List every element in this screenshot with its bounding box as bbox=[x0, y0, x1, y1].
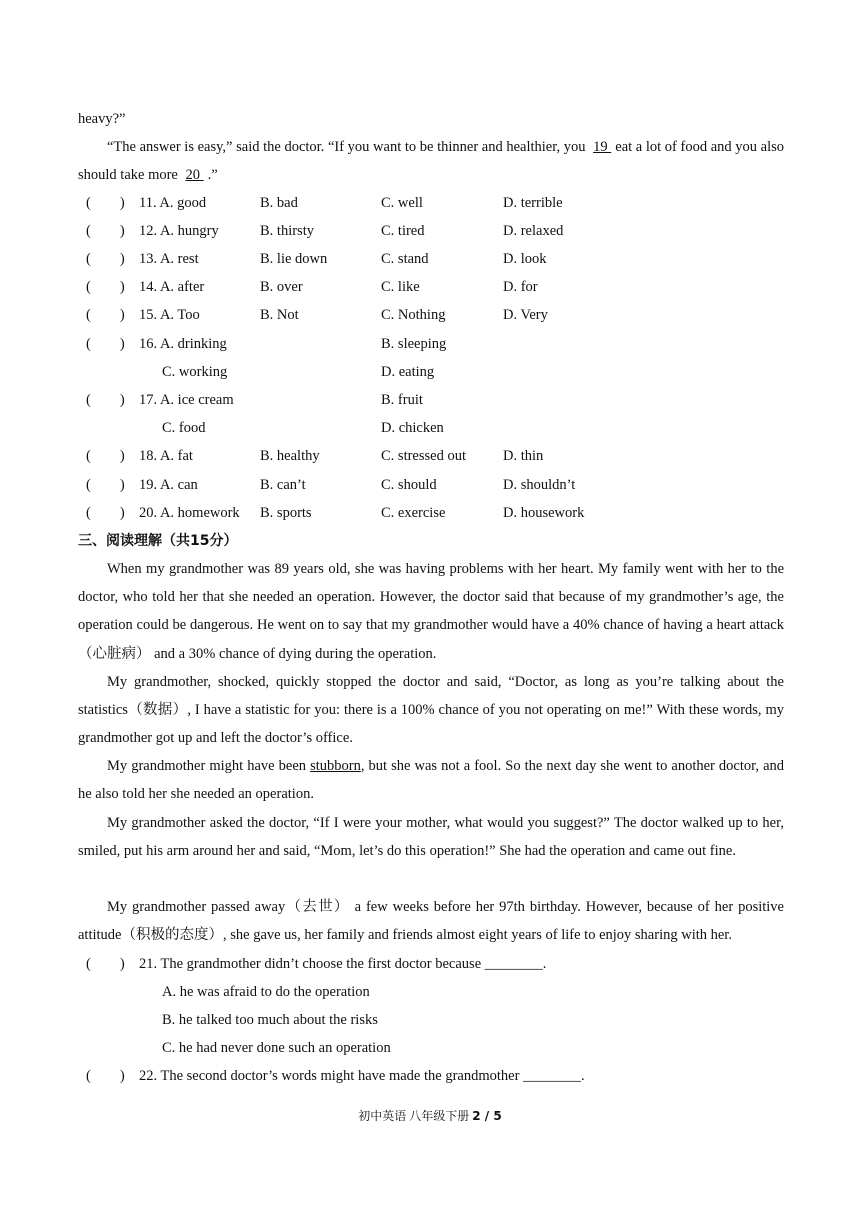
option-d: D. look bbox=[503, 251, 547, 267]
reading-paragraph-1: When my grandmother was 89 years old, she was having problems with her heart. My family went with her to the doctor, who told her that she needed an operation. However, the doctor said that because of my grandmother’s age, the operation could be dangerous. He went on to say that my grandmother would have a 40% chance of having a heart attack（心脏病） and a 30% chance of dying during the operation. bbox=[78, 561, 784, 662]
blank-20: 20 bbox=[185, 167, 204, 184]
blank-19: 19 bbox=[593, 139, 612, 155]
option-c: C. stand bbox=[381, 251, 429, 267]
question-number: 15. A. Too bbox=[139, 307, 200, 323]
answer-bracket[interactable]: ( ) bbox=[86, 1068, 125, 1084]
answer-bracket[interactable]: ( ) bbox=[86, 279, 125, 295]
option-b: B. can’t bbox=[260, 477, 306, 493]
question-13 bbox=[78, 249, 798, 269]
question-number: 16. A. drinking bbox=[139, 336, 227, 352]
answer-bracket[interactable]: ( ) bbox=[86, 505, 125, 521]
answer-bracket[interactable]: ( ) bbox=[86, 477, 125, 493]
question-21-option-b: B. he talked too much about the risks bbox=[162, 1012, 378, 1028]
option-d: D. Very bbox=[503, 307, 548, 323]
option-b: B. thirsty bbox=[260, 223, 314, 239]
option-d: D. housework bbox=[503, 505, 585, 521]
question-21-option-a: A. he was afraid to do the operation bbox=[162, 984, 370, 1000]
answer-bracket[interactable]: ( ) bbox=[86, 307, 125, 323]
page-footer: 初中英语 八年级下册 2 / 5 bbox=[358, 1109, 502, 1123]
question-15 bbox=[78, 305, 798, 325]
option-b: B. healthy bbox=[260, 448, 320, 464]
question-18 bbox=[78, 446, 798, 466]
question-number: 17. A. ice cream bbox=[139, 392, 234, 408]
question-17-cont bbox=[78, 418, 798, 438]
option-d: D. chicken bbox=[381, 420, 444, 436]
option-b: B. sports bbox=[260, 505, 312, 521]
option-c: C. tired bbox=[381, 223, 425, 239]
option-c: C. working bbox=[162, 364, 228, 380]
page-number: 2 / 5 bbox=[472, 1109, 502, 1123]
reading-paragraph-3: My grandmother might have been stubborn, but she was not a fool. So the next day she went to another doctor, and he also told her she needed an operation. bbox=[78, 758, 785, 803]
option-b: B. bad bbox=[260, 195, 298, 211]
answer-bracket[interactable]: ( ) bbox=[86, 448, 125, 464]
option-c: C. well bbox=[381, 195, 423, 211]
answer-bracket[interactable]: ( ) bbox=[86, 251, 125, 267]
option-c: C. should bbox=[381, 477, 437, 493]
question-number: 18. A. fat bbox=[139, 448, 193, 464]
question-17 bbox=[78, 390, 798, 410]
option-b: B. fruit bbox=[381, 392, 423, 408]
option-c: C. food bbox=[162, 420, 206, 436]
question-number: 11. A. good bbox=[139, 195, 207, 211]
reading-paragraph-5: My grandmother passed away（去世） a few weeks before her 97th birthday. However, because of her positive attitude（积极的态度）, she gave us, her family and friends almost eight years of life to enjoy sharing with her. bbox=[78, 899, 784, 944]
section-title: 三、阅读理解（共15分） bbox=[78, 533, 238, 549]
question-number: 12. A. hungry bbox=[139, 223, 219, 239]
reading-paragraph-2: My grandmother, shocked, quickly stopped the doctor and said, “Doctor, as long as you’re talking about the statistics（数据）, I have a statistic for you: there is a 100% chance of you not operating on me!” With these words, my grandmother got up and left the doctor’s office. bbox=[78, 674, 784, 747]
answer-bracket[interactable]: ( ) bbox=[86, 195, 125, 211]
question-22 bbox=[78, 1066, 798, 1086]
question-16-cont bbox=[78, 362, 798, 382]
question-21 bbox=[78, 954, 798, 974]
option-d: D. relaxed bbox=[503, 223, 564, 239]
option-b: B. Not bbox=[260, 307, 299, 323]
option-b: B. sleeping bbox=[381, 336, 447, 352]
question-12 bbox=[78, 221, 798, 241]
reading-paragraph-4: My grandmother asked the doctor, “If I were your mother, what would you suggest?” The doctor walked up to her, smiled, put his arm around her and said, “Mom, let’s do this operation!” She had the operation and came out fine. bbox=[78, 815, 784, 860]
underlined-word: stubborn bbox=[310, 758, 361, 774]
option-d: D. shouldn’t bbox=[503, 477, 576, 493]
option-d: D. thin bbox=[503, 448, 544, 464]
option-c: C. stressed out bbox=[381, 448, 466, 464]
option-c: C. Nothing bbox=[381, 307, 446, 323]
question-19 bbox=[78, 475, 798, 495]
answer-bracket[interactable]: ( ) bbox=[86, 392, 125, 408]
question-number: 20. A. homework bbox=[139, 505, 240, 521]
question-number: 14. A. after bbox=[139, 279, 205, 295]
question-number: 19. A. can bbox=[139, 477, 198, 493]
question-20 bbox=[78, 503, 798, 523]
passage1-paragraph: “The answer is easy,” said the doctor. “If you want to be thinner and healthier, you 19 eat a lot of food and you also should take more 20 .” bbox=[78, 139, 785, 184]
question-21-option-c: C. he had never done such an operation bbox=[162, 1040, 391, 1056]
question-14 bbox=[78, 277, 798, 297]
answer-bracket[interactable]: ( ) bbox=[86, 336, 125, 352]
option-d: D. for bbox=[503, 279, 538, 295]
answer-bracket[interactable]: ( ) bbox=[86, 223, 125, 239]
option-c: C. like bbox=[381, 279, 420, 295]
answer-bracket[interactable]: ( ) bbox=[86, 956, 125, 972]
option-b: B. over bbox=[260, 279, 303, 295]
option-d: D. eating bbox=[381, 364, 435, 380]
question-stem: 21. The grandmother didn’t choose the first doctor because ________. bbox=[139, 956, 547, 972]
option-b: B. lie down bbox=[260, 251, 328, 267]
question-11 bbox=[78, 193, 798, 213]
question-16 bbox=[78, 334, 798, 354]
text-line: heavy?” bbox=[78, 111, 126, 127]
question-number: 13. A. rest bbox=[139, 251, 199, 267]
question-stem: 22. The second doctor’s words might have made the grandmother ________. bbox=[139, 1068, 585, 1084]
option-c: C. exercise bbox=[381, 505, 446, 521]
option-d: D. terrible bbox=[503, 195, 563, 211]
